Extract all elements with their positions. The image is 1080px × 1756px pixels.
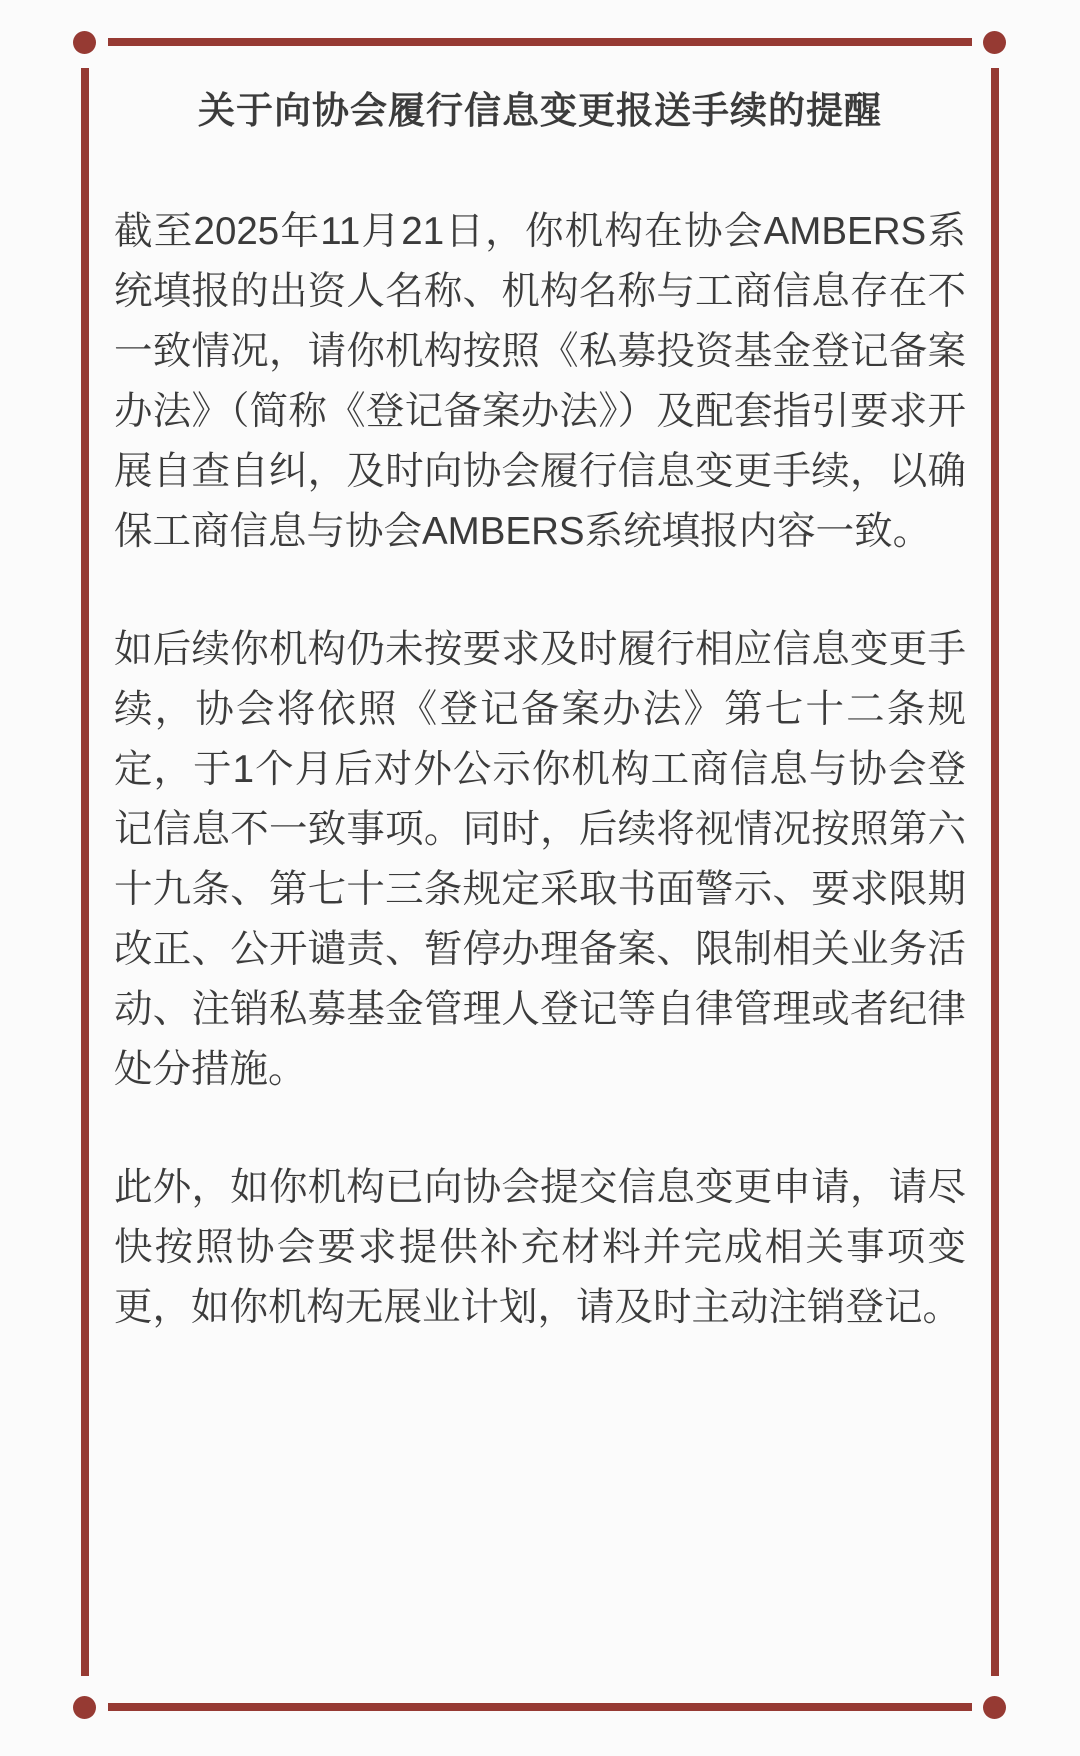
frame-bottom-rule bbox=[108, 1703, 972, 1711]
corner-dot-top-right-icon bbox=[983, 31, 1006, 54]
corner-dot-top-left-icon bbox=[73, 31, 96, 54]
frame-left-rule bbox=[81, 68, 89, 1676]
document-content bbox=[108, 60, 972, 1338]
page-title: 关于向协会履行信息变更报送手续的提醒 bbox=[198, 90, 882, 131]
paragraph-1: 截至2025年11月21日，你机构在协会AMBERS系统填报的出资人名称、机构名称与工商信息存在不一致情况，请你机构按照《私募投资基金登记备案办法》（简称《登记备案办法》）及配套指引要求开展自查自纠，及时向协会履行信息变更手续，以确保工商信息与协会AMBERS系统填报内容一致。 bbox=[114, 210, 966, 553]
document-body bbox=[114, 202, 966, 1338]
paragraph-2: 如后续你机构仍未按要求及时履行相应信息变更手续，协会将依照《登记备案办法》第七十二条规定，于1个月后对外公示你机构工商信息与协会登记信息不一致事项。同时，后续将视情况按照第六十九条、第七十三条规定采取书面警示、要求限期改正、公开谴责、暂停办理备案、限制相关业务活动、注销私募基金管理人登记等自律管理或者纪律处分措施。 bbox=[114, 628, 966, 1091]
paragraph-3: 此外，如你机构已向协会提交信息变更申请，请尽快按照协会要求提供补充材料并完成相关事项变更，如你机构无展业计划，请及时主动注销登记。 bbox=[114, 1166, 966, 1329]
corner-dot-bottom-right-icon bbox=[983, 1696, 1006, 1719]
corner-dot-bottom-left-icon bbox=[73, 1696, 96, 1719]
frame-right-rule bbox=[991, 68, 999, 1676]
frame-top-rule bbox=[108, 38, 972, 46]
